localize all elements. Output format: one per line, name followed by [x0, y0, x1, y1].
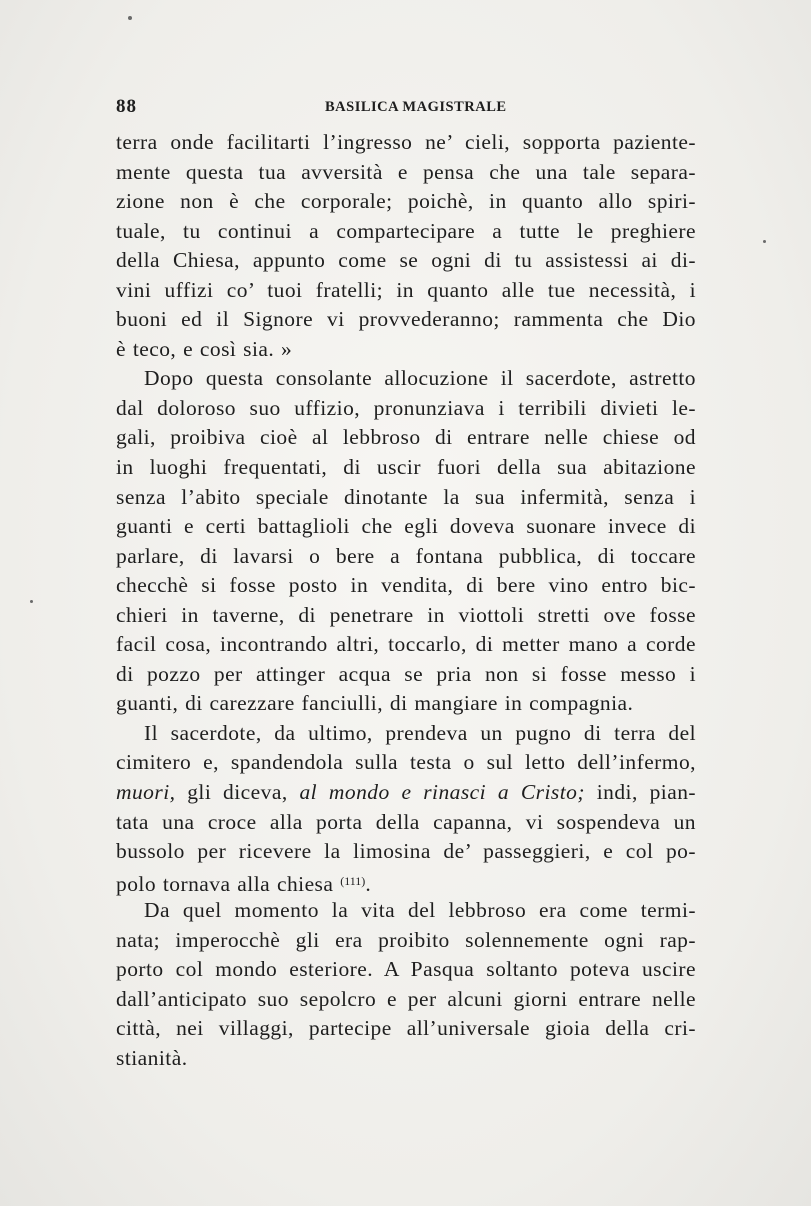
text-line: Il sacerdote, da ultimo, prendeva un pugno di terra del	[144, 720, 696, 745]
text-line: terra onde facilitarti l’ingresso ne’ cieli, sopporta paziente-	[116, 130, 696, 154]
text-span: indi, pian-	[584, 780, 696, 805]
text-line: parlare, di lavarsi o bere a fontana pubblica, di toccare	[116, 543, 696, 568]
text-line: della Chiesa, appunto come se ogni di tu assistessi ai di-	[116, 248, 696, 273]
text-line: di pozzo per attinger acqua se pria non si fosse messo i	[116, 661, 696, 686]
text-line: zione non è che corporale; poichè, in quanto allo spiri-	[116, 189, 696, 214]
text-span: .	[365, 871, 372, 896]
text-line: stianità.	[116, 1045, 188, 1070]
text-span: polo tornava alla chiesa	[116, 871, 341, 896]
text-line-mixed	[116, 778, 696, 808]
footnote-reference: (111)	[340, 873, 366, 888]
page-header	[116, 96, 696, 126]
text-line: buoni ed il Signore vi provvederanno; rammenta che Dio	[116, 307, 696, 332]
text-line: facil cosa, incontrando altri, toccarlo, di metter mano a corde	[116, 632, 696, 657]
text-line: dal doloroso suo uffizio, pronunziava i terribili divieti le-	[116, 395, 696, 420]
text-line: vini uffizi co’ tuoi fratelli; in quanto alle tue necessità, i	[116, 277, 696, 302]
text-line: guanti e certi battaglioli che egli doveva suonare invece di	[116, 514, 696, 539]
page-number: 88	[116, 96, 137, 117]
text-line: senza l’abito speciale dinotante la sua infermità, senza i	[116, 484, 696, 509]
text-line-mixed	[116, 867, 696, 897]
text-line: in luoghi frequentati, di uscir fuori della sua abitazione	[116, 455, 696, 480]
text-line: città, nei villaggi, partecipe all’universale gioia della cri-	[116, 1016, 696, 1041]
text-line: checchè si fosse posto in vendita, di bere vino entro bic-	[116, 573, 696, 598]
text-line: mente questa tua avversità e pensa che una tale separa-	[116, 159, 696, 184]
speck-mark	[128, 16, 132, 20]
italic-text: muori,	[116, 780, 176, 805]
text-line: è teco, e così sia. »	[116, 336, 293, 361]
text-span: gli diceva,	[175, 780, 300, 805]
text-line: Da quel momento la vita del lebbroso era come termi-	[144, 898, 696, 923]
text-line: gali, proibiva cioè al lebbroso di entrare nelle chiese od	[116, 425, 696, 450]
body-text	[116, 128, 696, 1074]
text-line: guanti, di carezzare fanciulli, di mangiare in compagnia.	[116, 691, 634, 716]
text-line: tata una croce alla porta della capanna, vi sospendeva un	[116, 809, 696, 834]
italic-text: al mondo e rinasci a Cristo;	[299, 780, 585, 805]
speck-mark	[30, 600, 33, 603]
text-line: porto col mondo esteriore. A Pasqua soltanto poteva uscire	[116, 957, 696, 982]
text-line: tuale, tu continui a compartecipare a tutte le preghiere	[116, 218, 696, 243]
running-head: BASILICA MAGISTRALE	[325, 99, 507, 115]
speck-mark	[763, 240, 766, 243]
text-line: cimitero e, spandendola sulla testa o sul letto dell’infermo,	[116, 750, 696, 775]
text-line: nata; imperocchè gli era proibito solennemente ogni rap-	[116, 927, 696, 952]
text-line: dall’anticipato suo sepolcro e per alcuni giorni entrare nelle	[116, 986, 696, 1011]
text-line: chieri in taverne, di penetrare in viottoli stretti ove fosse	[116, 602, 696, 627]
text-line: Dopo questa consolante allocuzione il sacerdote, astretto	[144, 366, 696, 391]
text-line: bussolo per ricevere la limosina de’ passeggieri, e col po-	[116, 839, 696, 864]
